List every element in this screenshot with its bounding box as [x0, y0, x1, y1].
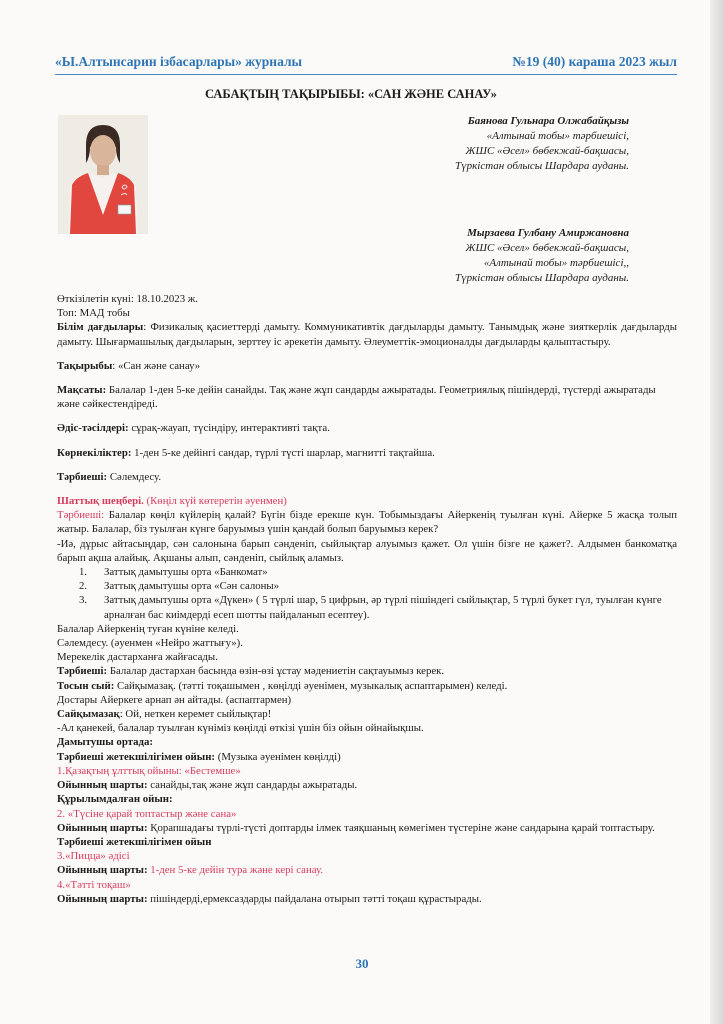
lesson-topic — [57, 359, 677, 373]
game-4-rule: Ойынның шарты: пішіндерді,ермексаздарды пайдалана отырып тәтті тоқаш құрастырады. — [57, 892, 482, 905]
author-2 — [455, 226, 629, 286]
circle-title-rest: (Көңіл күй көтеретін әуенмен) — [143, 495, 287, 508]
game-1-rule: Ойынның шарты: санайды,тақ және жұп сандарды ажыратады. — [57, 779, 358, 792]
goal-text: Балалар 1-ден 5-ке дейін санайды. Тақ және жұп сандарды ажыратады. Геометриялық пішіндерді, түстерді ажыратады және сәйкестендіреді. — [57, 384, 656, 411]
lesson-teacher-greeting — [57, 470, 677, 484]
lesson-visuals — [57, 446, 677, 460]
game-1: 1.Қазақтың ұлттық ойыны: «Бестемше» — [57, 764, 241, 777]
lesson-methods — [57, 421, 677, 435]
methods-label: Әдіс-тәсілдері: — [57, 422, 129, 435]
game-2: 2. «Түсіне қарай топтастыр және сана» — [57, 807, 237, 820]
lesson-goal — [57, 383, 677, 411]
circle-teacher-text: Балалар көңіл күйлерің қалай? Бүгін бізде ерекше күн. Тобымыздағы Айеркенің туылған күні. Айерке 5 жасқа толып жатыр. Балалар, біз туылған күнге баруымыз үшін қандай болып баруымыз керек? — [57, 509, 677, 536]
lesson-group: Топ: МАД тобы — [57, 307, 130, 320]
circle-line: Мерекелік дастарханға жайғасады. — [57, 651, 218, 664]
issue-info: №19 (40) караша 2023 жыл — [512, 54, 677, 69]
game-3: 3.«Пицца» әдісі — [57, 850, 130, 863]
teacher-label: Тәрбиеші: — [57, 470, 108, 483]
visuals-label: Көрнекіліктер: — [57, 446, 132, 459]
lesson-title: САБАҚТЫҢ ТАҚЫРЫБЫ: «САН ЖӘНЕ САНАУ» — [205, 87, 497, 101]
page-number: 30 — [355, 956, 369, 971]
author-2-line: «Алтынай тобы» тәрбиешісі,, — [483, 257, 629, 269]
article-body — [57, 292, 677, 906]
guided-game: Тәрбиеші жетекшілігімен ойын: (Музыка әуенімен көңілді) — [57, 750, 341, 763]
list-item: 3. Заттық дамытушы орта «Дүкен» ( 5 түрлі шар, 5 цифрын, әр түрлі пішіндегі сыйлықтар, 5 түрлі букет гүл, туылған күнге арналған бас киімдерді есеп шотты пайдаланып есептеу). — [79, 594, 662, 621]
topic-label: Тақырыбы — [57, 359, 113, 372]
circle-teacher-label: Тәрбиеші: — [57, 509, 105, 522]
game-2-rule: Ойынның шарты: Қорапшадағы түрлі-түсті доптарды ілмек таяқшаның көмегімен түстеріне және сандарына қарай топтастыру. — [57, 821, 655, 834]
circle-line: Достары Айеркеге арнап ән айтады. (аспаптармен) — [57, 693, 292, 706]
circle-title — [57, 494, 677, 508]
circle-reply: -Иә, дұрыс айтасыңдар, сән салонына барып сәнденіп, сыйлықтар алуымыз қажет. Ол үшін бізге не қажет?. Алдымен банкоматқа барып ақша алайық. Ақшаны алып, сәнденіп, сыйлық аламыз. — [57, 537, 677, 564]
lesson-skills — [57, 320, 677, 348]
methods-text: сұрақ-жауап, түсіндіру, интерактивті тақта. — [128, 422, 330, 435]
circle-line: Балалар Айеркенің туған күніне келеді. — [57, 622, 239, 635]
clown: Сайқымазақ: Ой, неткен керемет сыйлықтар! — [57, 708, 272, 721]
goal-label: Мақсаты: — [57, 384, 107, 397]
visuals-text: 1-ден 5-ке дейінгі сандар, түрлі түсті шарлар, магнитті тақтайша. — [131, 446, 435, 459]
dev-env-heading: Дамытушы ортада: — [57, 736, 153, 749]
list-item: 2. Заттық дамытушы орта «Сән салоны» — [79, 580, 280, 593]
page-edge-shadow — [710, 0, 724, 1024]
circle-teacher — [57, 508, 677, 536]
author-2-line: ЖШС «Әсел» бөбекжай-бақшасы, — [465, 242, 629, 254]
skills-label: Білім дағдылары — [57, 321, 144, 334]
skills-text: : Физикалық қасиеттерді дамыту. Коммуникативтік дағдыларды дамыту. Танымдық және зияткерлік дағдыларды дамыту. Шығармашылық дағдыларын, зерттеу іс әрекетін дамыту. Әлеуметтік-эмоционалды дағдыларды қалыптастыру. — [57, 321, 678, 348]
circle-line: Сәлемдесу. (әуенмен «Нейро жаттығу»). — [57, 637, 243, 650]
topic-text: : «Сан және санау» — [112, 359, 201, 372]
circle-line: -Ал қанекей, балалар туылған күніміз көңілді өткізі үшін біз ойын ойнайықшы. — [57, 722, 424, 735]
game-3-rule: Ойынның шарты: 1-ден 5-ке дейін тура және кері санау. — [57, 864, 324, 877]
author-2-line: Түркістан облысы Шардара ауданы. — [455, 272, 629, 284]
author-photo — [58, 115, 148, 234]
author-1-line: Түркістан облысы Шардара ауданы. — [455, 160, 629, 172]
author-1-line: ЖШС «Әсел» бөбекжай-бақшасы, — [465, 145, 629, 157]
journal-name: «Ы.Алтынсарин ізбасарлары» журналы — [55, 54, 303, 69]
guided-heading-2: Тәрбиеші жетекшілігімен ойын — [57, 835, 212, 848]
author-photo-icon — [58, 115, 148, 234]
surprise: Тосын сый: Сайқымазақ. (тәтті тоқашымен , көңілді әуенімен, музыкалық аспаптарымен) келеді. — [57, 679, 508, 692]
page-header — [55, 52, 677, 75]
author-2-name: Мырзаева Гулбану Амиржановна — [467, 227, 629, 239]
lesson-date: Өткізілетін күні: 18.10.2023 ж. — [57, 293, 198, 305]
circle-title-bold: Шаттық шеңбері. — [57, 495, 144, 508]
list-item: 1. Заттық дамытушы орта «Банкомат» — [79, 566, 268, 579]
game-4: 4.«Тәтті тоқаш» — [57, 878, 131, 891]
author-1-line: «Алтынай тобы» тәрбиешісі, — [486, 130, 629, 142]
teacher-text: Сәлемдесу. — [107, 470, 162, 483]
circle-teacher-2: Тәрбиеші: Балалар дастархан басында өзін-өзі ұстау мәдениетін сақтауымыз керек. — [57, 665, 445, 678]
environment-list — [57, 565, 677, 622]
author-1-name: Баянова Гульнара Олжабайқызы — [467, 115, 629, 127]
author-1 — [455, 114, 629, 174]
structured-heading: Құрылымдалған ойын: — [57, 793, 173, 806]
